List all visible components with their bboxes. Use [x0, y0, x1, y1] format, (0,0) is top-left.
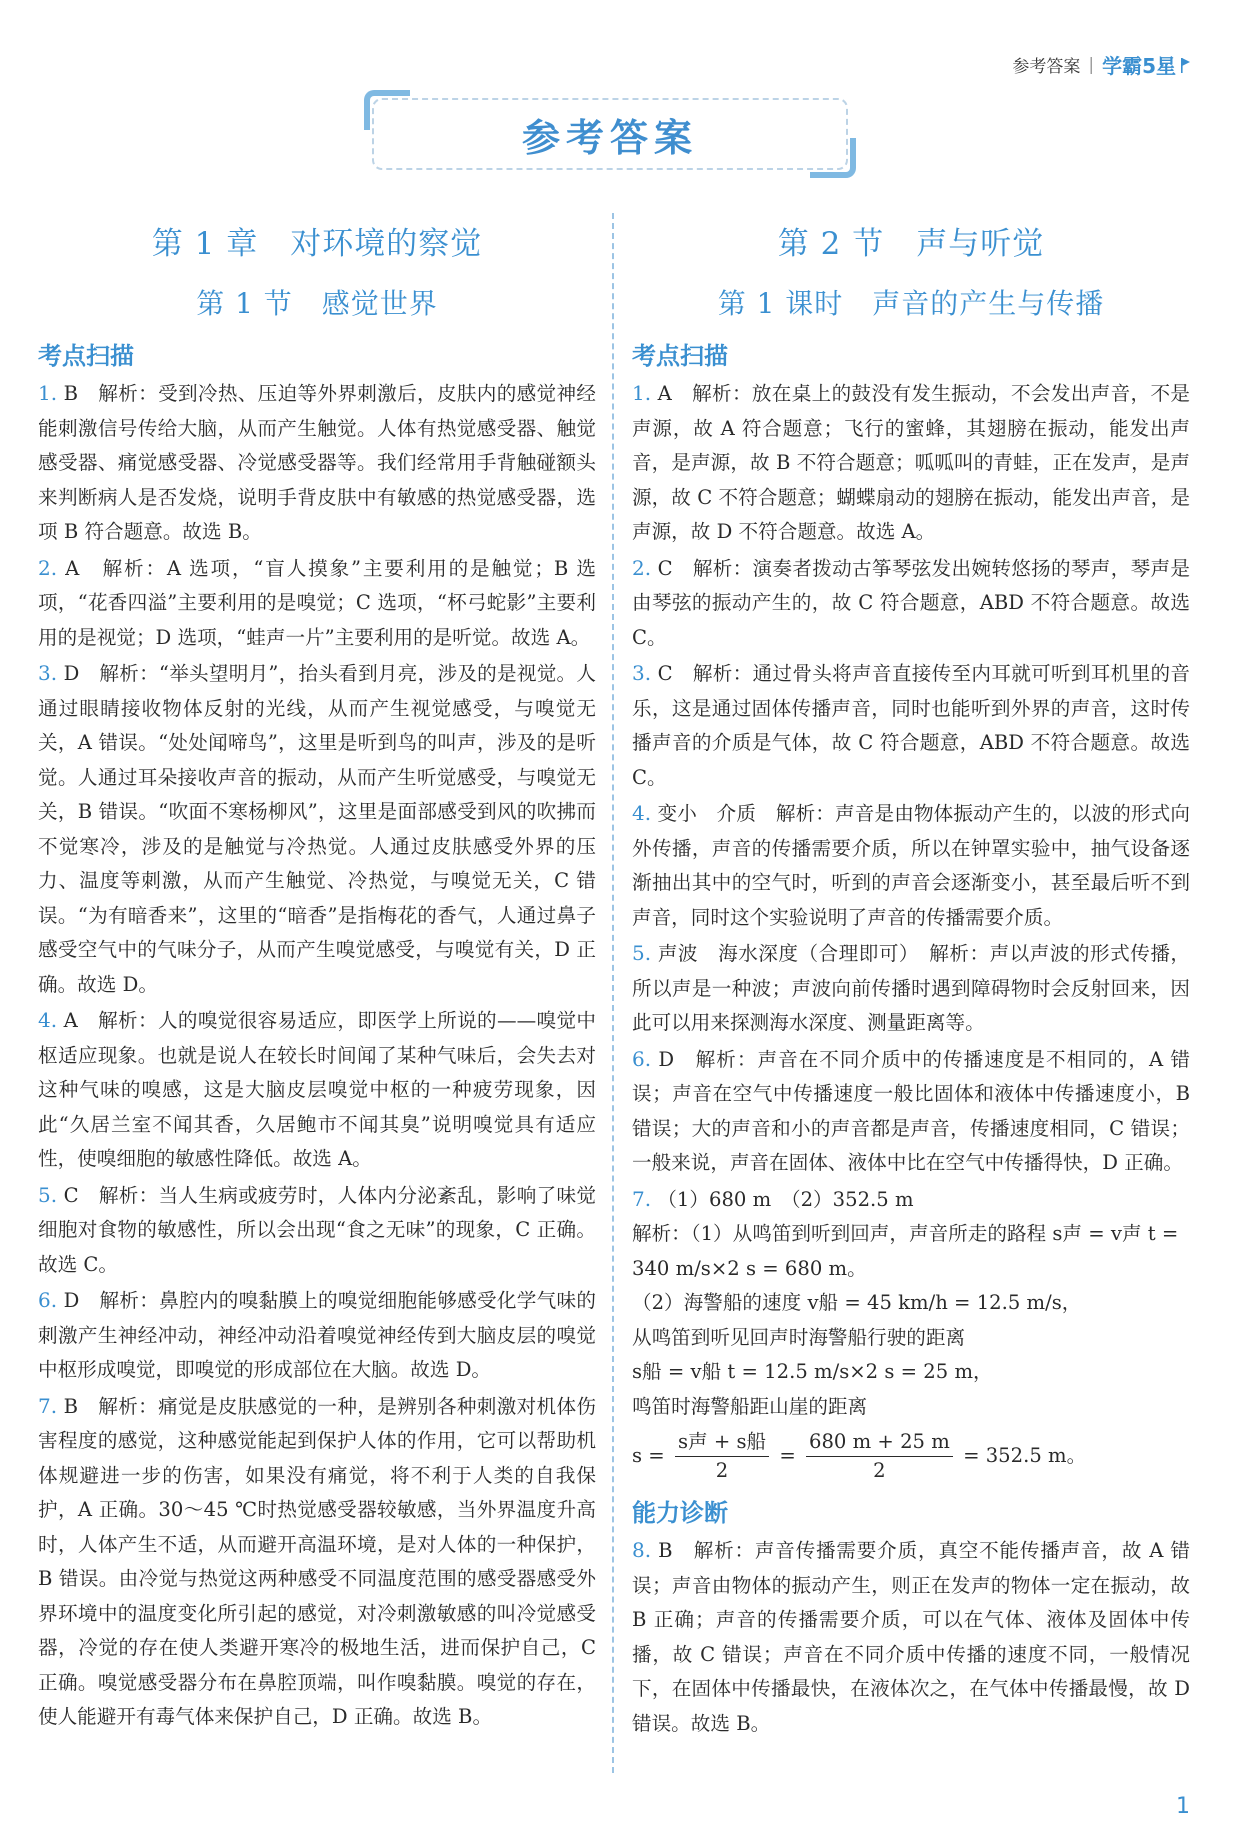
subsection-heading: 能力诊断 — [632, 1499, 728, 1527]
answer-text: B 解析：受到冷热、压迫等外界刺激后，皮肤内的感觉神经能刺激信号传给大脑，从而产生触觉。人体有热觉感受器、触觉感受器、痛觉感受器、冷觉感受器等。我们经常用手背触碰额头来判断病人是否发烧，说明手背皮肤中有敏感的热觉感受器，选项 B 符合题意。故选 B。 — [38, 382, 596, 543]
answer-text: A 解析：放在桌上的鼓没有发生振动，不会发出声音，不是声源，故 A 符合题意；飞行的蜜蜂，其翅膀在振动，能发出声音，是声源，故 B 不符合题意；呱呱叫的青蛙，正在发声，是声源，故 C 不符合题意；蝴蝶扇动的翅膀在振动，能发出声音，是声源，故 D 不符合题意。故选 A。 — [632, 382, 1191, 543]
left-column — [38, 212, 596, 1735]
answer-number: 3. — [38, 661, 58, 685]
solution-line: 解析：（1）从鸣笛到听到回声，声音所走的路程 s声 = v声 t = — [632, 1222, 1179, 1245]
answer-item — [632, 656, 1190, 795]
section-heading: 第 1 课时 声音的产生与传播 — [717, 287, 1105, 320]
answer-text: B 解析：痛觉是皮肤感觉的一种，是辨别各种刺激对机体伤害程度的感觉，这种感觉能起到保护人体的作用，它可以帮助机体规避进一步的伤害，如果没有痛觉，将不利于人类的自我保护，A 正确。30～45 ℃时热觉感受器较敏感，当外界温度升高时，人体产生不适，从而避开高温环境，是对人体的一种保护，B 错误。由冷觉与热觉这两种感受不同温度范围的感受器感受外界环境中的温度变化所引起的感觉，对冷刺激敏感的叫冷觉感受器，冷觉的存在使人类避开寒冷的极地生活，进而保护自己，C 正确。嗅觉感受器分布在鼻腔顶端，叫作嗅黏膜。嗅觉的存在，使人能避开有毒气体来保护自己，D 正确。故选 B。 — [38, 1394, 596, 1728]
solution-7 — [632, 1217, 1190, 1485]
answer-number: 2. — [632, 555, 652, 580]
title-banner — [372, 98, 848, 170]
answer-text: B 解析：声音传播需要介质，真空不能传播声音，故 A 错误；声音由物体的振动产生，则正在发声的物体一定在振动，故 B 正确；声音的传播需要介质，可以在气体、液体及固体中传播，故 C 错误；声音在不同介质中传播的速度不同，一般情况下，在固体中传播最快，在液体次之，在气体中传播最慢，故 D 错误。故选 B。 — [632, 1539, 1190, 1735]
answer-item — [632, 1042, 1190, 1181]
fraction — [675, 1428, 769, 1485]
page-number: 1 — [1176, 1794, 1190, 1819]
answer-text: 声波 海水深度（合理即可） 解析：声以声波的形式传播，所以声是一种波；声波向前传播时遇到障碍物时会反射回来，因此可以用来探测海水深度、测量距离等。 — [632, 942, 1190, 1034]
answer-text: （1）680 m （2）352.5 m — [657, 1187, 914, 1211]
chapter-heading: 第 1 章 对环境的察觉 — [151, 226, 483, 262]
answer-item — [38, 376, 596, 550]
answer-number: 1. — [38, 381, 58, 405]
answer-text: C 解析：当人生病或疲劳时，人体内分泌紊乱，影响了味觉细胞对食物的敏感性，所以会出现“食之无味”的现象，C 正确。故选 C。 — [38, 1183, 596, 1276]
header-separator: | — [1088, 54, 1095, 75]
answer-item — [632, 376, 1190, 550]
fraction-formula — [632, 1428, 1190, 1485]
answer-number: 7. — [38, 1393, 58, 1418]
answer-item — [632, 551, 1190, 656]
answer-number: 1. — [632, 381, 652, 405]
answer-item — [632, 1182, 1190, 1218]
running-header — [1012, 50, 1192, 79]
fraction-denominator: 2 — [715, 1459, 729, 1482]
column-divider — [612, 213, 614, 1773]
right-column — [632, 212, 1190, 1741]
answer-text: A 解析：A 选项，“盲人摸象”主要利用的是触觉；B 选项，“花香四溢”主要利用的是嗅觉；C 选项，“杯弓蛇影”主要利用的是视觉；D 选项，“蛙声一片”主要利用的是听觉。故选 A。 — [38, 556, 596, 649]
answer-item — [38, 1283, 596, 1388]
section-heading: 第 1 节 感觉世界 — [196, 287, 438, 320]
formula-equals: = — [779, 1444, 796, 1467]
answer-item — [38, 1389, 596, 1735]
fraction-numerator: 680 m + 25 m — [806, 1428, 953, 1457]
formula-lhs: s = — [632, 1444, 665, 1467]
answer-text: 变小 介质 解析：声音是由物体振动产生的，以波的形式向外传播，声音的传播需要介质，所以在钟罩实验中，抽气设备逐渐抽出其中的空气时，听到的声音会逐渐变小，甚至最后听不到声音，同时这个实验说明了声音的传播需要介质。 — [632, 802, 1191, 929]
answer-text: D 解析：“举头望明月”，抬头看到月亮，涉及的是视觉。人通过眼睛接收物体反射的光线，从而产生视觉感受，与嗅觉无关，A 错误。“处处闻啼鸟”，这里是听到鸟的叫声，涉及的是听觉。人通过耳朵接收声音的振动，从而产生听觉感受，与嗅觉无关，B 错误。“吹面不寒杨柳风”，这里是面部感受到风的吹拂而不觉寒冷，涉及的是触觉与冷热觉。人通过皮肤感受外界的压力、温度等刺激，从而产生触觉、冷热觉，与嗅觉无关，C 错误。“为有暗香来”，这里的“暗香”是指梅花的香气，人通过鼻子感受空气中的气味分子，从而产生嗅觉感受，与嗅觉有关，D 正确。故选 D。 — [38, 662, 596, 996]
banner-title: 参考答案 — [521, 115, 698, 160]
answer-number: 2. — [38, 555, 58, 580]
answer-number: 6. — [38, 1288, 58, 1312]
answer-number: 3. — [632, 661, 652, 685]
answer-text: D 解析：声音在不同介质中的传播速度是不相同的，A 错误；声音在空气中传播速度一般比固体和液体中传播速度小，B 错误；大的声音和小的声音都是声音，传播速度相同，C 错误；一般来说，声音在固体、液体中比在空气中传播得快，D 正确。 — [632, 1047, 1190, 1174]
answer-number: 5. — [632, 941, 652, 965]
answer-text: A 解析：人的嗅觉很容易适应，即医学上所说的——嗅觉中枢适应现象。也就是说人在较长时间闻了某种气味后，会失去对这种气味的嗅感，这是大脑皮层嗅觉中枢的一种疲劳现象，因此“久居兰室不闻其香，久居鲍市不闻其臭”说明嗅觉具有适应性，使嗅细胞的敏感性降低。故选 A。 — [38, 1009, 596, 1170]
answer-item — [38, 1178, 596, 1283]
brand-logo: 学霸5星 — [1102, 54, 1176, 78]
fraction-numerator: s声 + s船 — [675, 1428, 769, 1457]
answer-number: 8. — [632, 1538, 652, 1562]
answer-item — [632, 796, 1190, 935]
answer-text: D 解析：鼻腔内的嗅黏膜上的嗅觉细胞能够感受化学气味的刺激产生神经冲动，神经冲动沿着嗅觉神经传到大脑皮层的嗅觉中枢形成嗅觉，即嗅觉的形成部位在大脑。故选 D。 — [38, 1289, 596, 1381]
answer-number: 6. — [632, 1046, 652, 1071]
answer-number: 5. — [38, 1182, 58, 1207]
answer-item — [632, 936, 1190, 1041]
solution-line: （2）海警船的速度 v船 = 45 km/h = 12.5 m/s， — [632, 1291, 1082, 1314]
answer-text: C 解析：通过骨头将声音直接传至内耳就可听到耳机里的音乐，这是通过固体传播声音，同时也能听到外界的声音，这时传播声音的介质是气体，故 C 符合题意，ABD 不符合题意。故选 C。 — [632, 662, 1190, 789]
subsection-heading: 考点扫描 — [38, 342, 134, 370]
solution-line: 从鸣笛到听见回声时海警船行驶的距离 — [632, 1325, 966, 1349]
answer-item — [632, 1533, 1190, 1741]
answer-text: C 解析：演奏者拨动古筝琴弦发出婉转悠扬的琴声，琴声是由琴弦的振动产生的，故 C 符合题意，ABD 不符合题意。故选 C。 — [632, 556, 1190, 649]
answer-number: 7. — [632, 1186, 652, 1211]
answer-number: 4. — [632, 801, 652, 825]
solution-line: 340 m/s×2 s = 680 m。 — [632, 1256, 867, 1280]
fraction-denominator: 2 — [873, 1459, 886, 1482]
answer-item — [38, 551, 596, 656]
formula-result: = 352.5 m。 — [963, 1444, 1087, 1467]
chapter-heading: 第 2 节 声与听觉 — [777, 226, 1045, 262]
answer-number: 4. — [38, 1008, 58, 1032]
brand-flag-icon — [1180, 56, 1192, 74]
answer-item — [38, 656, 596, 1002]
header-section: 参考答案 — [1012, 57, 1081, 77]
solution-line: s船 = v船 t = 12.5 m/s×2 s = 25 m， — [632, 1360, 993, 1383]
answer-item — [38, 1003, 596, 1177]
subsection-heading: 考点扫描 — [632, 342, 728, 370]
solution-line: 鸣笛时海警船距山崖的距离 — [632, 1394, 868, 1418]
fraction — [806, 1428, 953, 1485]
